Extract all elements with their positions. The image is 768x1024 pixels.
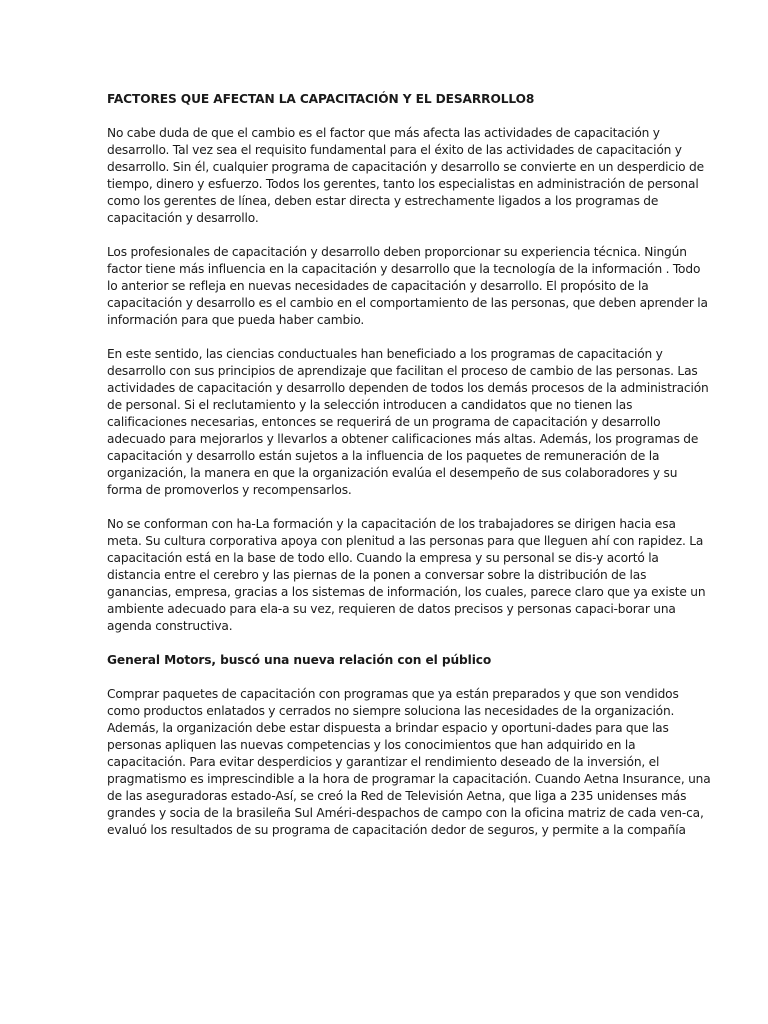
paragraph: Los profesionales de capacitación y desarrollo deben proporcionar su experiencia técnica. Ningún factor tiene más influencia en la capacitación y desarrollo que la tecnología de la información . Todo lo anterior se refleja en nuevas necesidades de capacitación y desarrollo. El propósito de la capacitación y desarrollo es el cambio en el comportamiento de las personas, que deben aprender la información para que pueda haber cambio. (107, 245, 708, 327)
section-subheading: General Motors, buscó una nueva relación con el público (107, 653, 492, 667)
paragraph: Comprar paquetes de capacitación con programas que ya están preparados y que son vendidos como productos enlatados y cerrados no siempre soluciona las necesidades de la organización. Además, la organización debe estar dispuesta a brindar espacio y oportuni-dades para que las personas apliquen las nuevas competencias y los conocimientos que han adquirido en la capacitación. Para evitar desperdicios y garantizar el rendimiento deseado de la inversión, el pragmatismo es imprescindible a la hora de programar la capacitación. Cuando Aetna Insurance, una de las aseguradoras estado-Así, se creó la Red de Televisión Aetna, que liga a 235 unidenses más grandes y socia de la brasileña Sul Améri-despachos de campo con la oficina matriz de cada ven-ca, evaluó los resultados de su programa de capacitación dedor de seguros, y permite a la compañía (107, 687, 711, 837)
paragraph: En este sentido, las ciencias conductuales han beneficiado a los programas de capacitación y desarrollo con sus principios de aprendizaje que facilitan el proceso de cambio de las personas. Las actividades de capacitación y desarrollo dependen de todos los demás procesos de la administración de personal. Si el reclutamiento y la selección introducen a candidatos que no tienen las calificaciones necesarias, entonces se requerirá de un programa de capacitación y desarrollo adecuado para mejorarlos y llevarlos a obtener calificaciones más altas. Además, los programas de capacitación y desarrollo están sujetos a la influencia de los paquetes de remuneración de la organización, la manera en que la organización evalúa el desempeño de sus colaboradores y su forma de promoverlos y recompensarlos. (107, 347, 709, 497)
document-title: FACTORES QUE AFECTAN LA CAPACITACIÓN Y EL DESARROLLO8 (107, 92, 535, 106)
paragraph: No se conforman con ha-La formación y la capacitación de los trabajadores se dirigen hacia esa meta. Su cultura corporativa apoya con plenitud a las personas para que lleguen ahí con rapidez. La capacitación está en la base de todo ello. Cuando la empresa y su personal se dis-y acortó la distancia entre el cerebro y las piernas de la ponen a conversar sobre la distribución de las ganancias, empresa, gracias a los sistemas de información, los cuales, parece claro que ya existe un ambiente adecuado para ela-a su vez, requieren de datos precisos y personas capaci-borar una agenda constructiva. (107, 517, 706, 633)
paragraph: No cabe duda de que el cambio es el factor que más afecta las actividades de capacitación y desarrollo. Tal vez sea el requisito fundamental para el éxito de las actividades de capacitación y desarrollo. Sin él, cualquier programa de capacitación y desarrollo se convierte en un desperdicio de tiempo, dinero y esfuerzo. Todos los gerentes, tanto los especialistas en administración de personal como los gerentes de línea, deben estar directa y estrechamente ligados a los programas de capacitación y desarrollo. (107, 126, 704, 225)
